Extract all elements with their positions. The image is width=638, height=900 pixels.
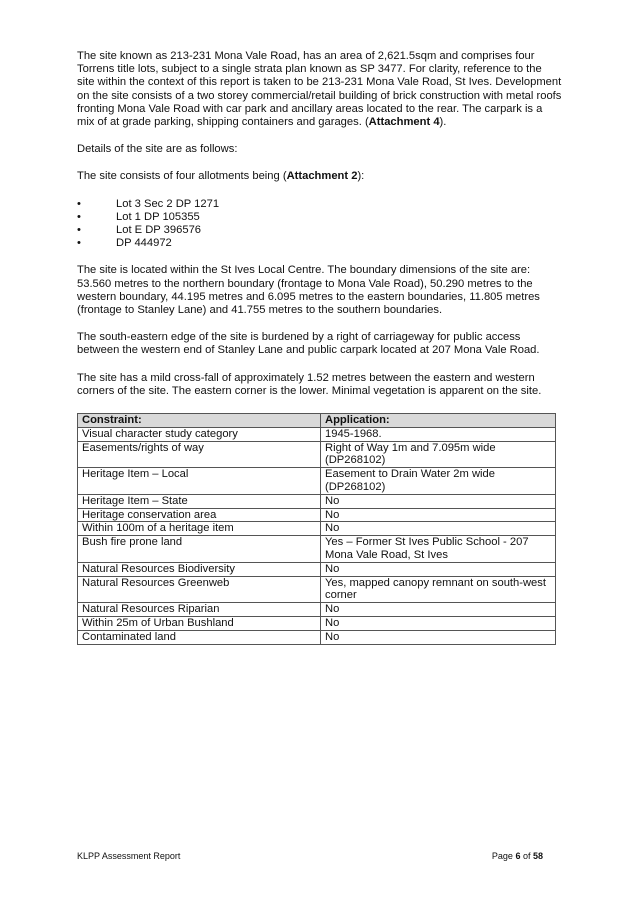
table-row xyxy=(78,536,556,563)
allotments-paragraph: The site consists of four allotments being (Attachment 2): xyxy=(77,170,365,183)
report-page xyxy=(77,50,562,645)
list-item: • Lot 1 DP 105355 xyxy=(77,210,200,223)
table-row xyxy=(78,576,556,603)
table-row xyxy=(78,427,556,441)
application-cell: No xyxy=(321,508,556,522)
table-row xyxy=(78,562,556,576)
constraint-cell: Within 25m of Urban Bushland xyxy=(78,616,321,630)
attachment-reference: Attachment 2 xyxy=(286,170,358,183)
attachment-reference: Attachment 4 xyxy=(368,116,440,129)
constraint-cell: Natural Resources Greenweb xyxy=(78,576,321,603)
cross-fall-paragraph: The site has a mild cross-fall of approximately 1.52 metres between the eastern and western corners of the site. The eastern corner is the lower. Minimal vegetation is apparent on the site. xyxy=(77,371,542,397)
location-paragraph: The site is located within the St Ives Local Centre. The boundary dimensions of the site are: 53.560 metres to the northern boundary (frontage to Mona Vale Road), 50.290 metres to the western boundary, 44.195 metres and 6.095 metres to the eastern boundaries, 11.805 metres (frontage to Stanley Lane) and 41.755 metres to the southern boundaries. xyxy=(77,264,540,316)
table-row xyxy=(78,616,556,630)
application-cell: No xyxy=(321,603,556,617)
constraints-table xyxy=(77,413,556,645)
table-row xyxy=(78,603,556,617)
application-cell: No xyxy=(321,522,556,536)
application-cell: Yes – Former St Ives Public School - 207 Mona Vale Road, St Ives xyxy=(321,536,556,563)
application-cell: 1945-1968. xyxy=(321,427,556,441)
constraint-cell: Bush fire prone land xyxy=(78,536,321,563)
page-footer xyxy=(77,851,543,861)
details-heading: Details of the site are as follows: xyxy=(77,143,238,156)
application-cell: No xyxy=(321,562,556,576)
constraint-cell: Within 100m of a heritage item xyxy=(78,522,321,536)
constraint-cell: Heritage Item – Local xyxy=(78,468,321,495)
constraint-cell: Heritage Item – State xyxy=(78,494,321,508)
constraint-cell: Heritage conservation area xyxy=(78,508,321,522)
constraint-cell: Visual character study category xyxy=(78,427,321,441)
lot-list xyxy=(77,198,562,251)
table-row xyxy=(78,468,556,495)
table-row xyxy=(78,508,556,522)
table-row xyxy=(78,630,556,644)
site-description-paragraph: The site known as 213-231 Mona Vale Road, has an area of 2,621.5sqm and comprises four Torrens title lots, subject to a single strata plan known as SP 3477. For clarity, reference to the site within the context of this report is taken to be 213-231 Mona Vale Road, St Ives. Development on the site consists of a two storey commercial/retail building of brick construction with metal roofs fronting Mona Vale Road with car park and ancillary areas located to the rear. The carpark is a mix of at grade parking, shipping containers and garages. (Attachment 4). xyxy=(77,50,562,129)
constraint-column-header: Constraint: xyxy=(78,414,321,428)
application-cell: No xyxy=(321,616,556,630)
constraint-cell: Contaminated land xyxy=(78,630,321,644)
application-cell: Easement to Drain Water 2m wide (DP268102) xyxy=(321,468,556,495)
application-cell: Right of Way 1m and 7.095m wide (DP268102) xyxy=(321,441,556,468)
table-row xyxy=(78,522,556,536)
table-row xyxy=(78,441,556,468)
page-number: Page 6 of 58 xyxy=(491,851,543,861)
report-name: KLPP Assessment Report xyxy=(77,851,181,861)
application-column-header: Application: xyxy=(321,414,556,428)
constraint-cell: Natural Resources Biodiversity xyxy=(78,562,321,576)
constraint-cell: Natural Resources Riparian xyxy=(78,603,321,617)
list-item: • DP 444972 xyxy=(77,237,172,250)
constraint-cell: Easements/rights of way xyxy=(78,441,321,468)
application-cell: Yes, mapped canopy remnant on south-west corner xyxy=(321,576,556,603)
carriageway-paragraph: The south-eastern edge of the site is burdened by a right of carriageway for public access between the western end of Stanley Lane and public carpark located at 207 Mona Vale Road. xyxy=(77,331,540,357)
application-cell: No xyxy=(321,494,556,508)
list-item: • Lot E DP 396576 xyxy=(77,224,202,236)
table-header-row xyxy=(78,414,556,428)
application-cell: No xyxy=(321,630,556,644)
table-row xyxy=(78,494,556,508)
list-item: • Lot 3 Sec 2 DP 1271 xyxy=(77,197,220,210)
